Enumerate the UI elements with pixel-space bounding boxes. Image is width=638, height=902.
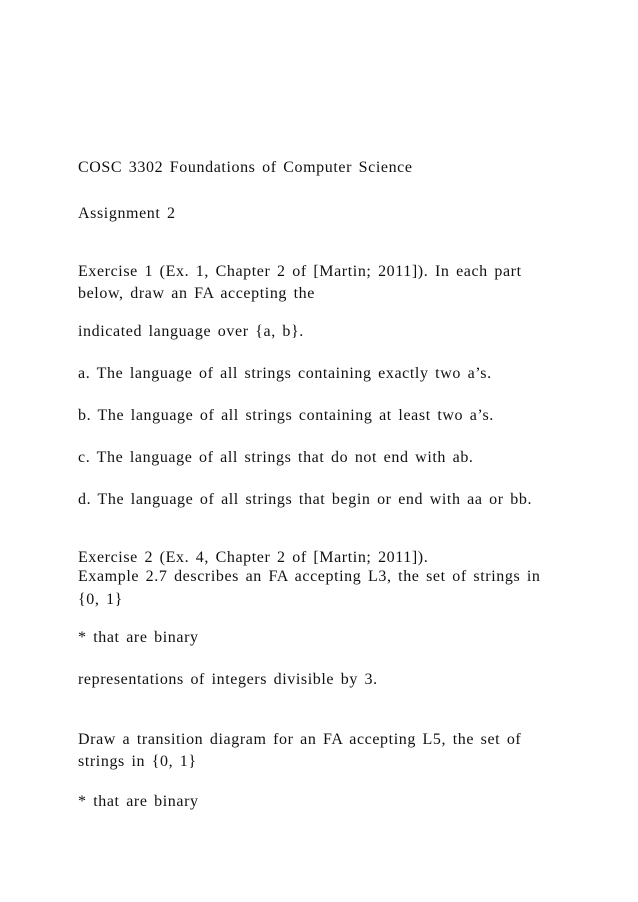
exercise1-heading-line1: Exercise 1 (Ex. 1, Chapter 2 of [Martin; 2011]). In each part: [78, 263, 522, 280]
course-title: COSC 3302 Foundations of Computer Science: [78, 159, 413, 176]
exercise2-draw-line1: Draw a transition diagram for an FA accepting L5, the set of: [78, 731, 522, 748]
exercise1-part-b: b. The language of all strings containing at least two a’s.: [78, 407, 494, 424]
exercise1-part-d: d. The language of all strings that begin or end with aa or bb.: [78, 491, 533, 508]
exercise2-example-line2: {0, 1}: [78, 591, 123, 608]
exercise1-intro: indicated language over {a, b}.: [78, 323, 304, 340]
exercise1-part-a: a. The language of all strings containing exactly two a’s.: [78, 365, 492, 382]
exercise2-heading: Exercise 2 (Ex. 4, Chapter 2 of [Martin; 2011]).: [78, 549, 429, 566]
exercise2-representations-line: representations of integers divisible by 3.: [78, 671, 378, 688]
exercise1-heading-line2: below, draw an FA accepting the: [78, 285, 315, 302]
exercise2-draw-line2: strings in {0, 1}: [78, 753, 197, 770]
exercise2-binary-line2: * that are binary: [78, 793, 199, 810]
assignment-label: Assignment 2: [78, 205, 176, 222]
exercise2-binary-line: * that are binary: [78, 629, 199, 646]
exercise2-example-line1: Example 2.7 describes an FA accepting L3, the set of strings in: [78, 568, 541, 585]
exercise1-part-c: c. The language of all strings that do not end with ab.: [78, 449, 474, 466]
